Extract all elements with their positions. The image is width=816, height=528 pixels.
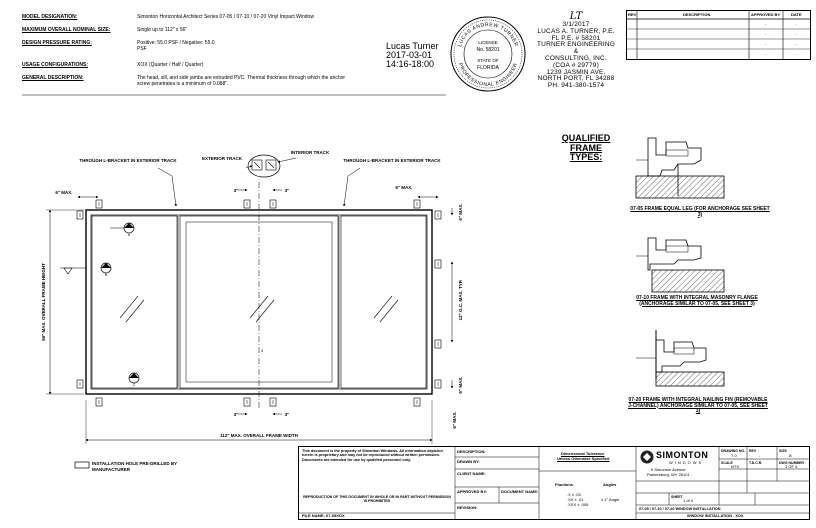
section-callout-left [60,268,86,274]
tb-field-label: T.D.C.R. [749,461,763,465]
dim-6max-right-bottom: 6" MAX. [458,376,463,394]
rev-cell: - [765,41,767,46]
header-value: XOX (Quarter / Half / Quarter) [137,62,204,68]
tb-tol-2: .XX ± .01 [567,497,584,502]
tb-footer: WINDOW INSTALLATION - XOX [687,514,744,518]
section-callout-c [129,373,139,383]
tb-client: CLIENT NAME: [457,471,486,476]
tb-dimensional: Dimensional Tolerance [561,451,605,456]
tb-tol-1: .X ± .03 [567,492,581,497]
clip-right-label: THROUGH L-BRACKET IN EXTERIOR TRACK [343,158,441,163]
panel-right [341,216,426,388]
engineer-line: TURNER ENGINEERING & [537,41,615,56]
engineer-line: 1239 JASMIN AVE. [546,68,606,76]
tb-approved-by: APPROVED BY: [457,489,488,494]
dim-12oc: 12" O.C. MAX. TYP. [458,279,463,321]
seal-ring-top: LUCAS ANDREW TURNER [457,21,519,48]
rev-header-approved: APPROVED BY [751,12,781,17]
section-callout-b [101,263,111,273]
callout-number: 3 [260,348,264,353]
tb-revision: REVISION: [457,505,478,510]
tb-field-value: NTS [731,464,739,469]
predrilled-hole-symbol [74,461,90,471]
seal-license-label: LICENSE [478,40,498,45]
tb-angles: Angles [603,482,617,487]
tb-document-name: DOCUMENT NAME: [501,489,539,494]
rev-cell: - [765,31,767,36]
engineer-line: PH. 941-380-1574 [547,82,605,90]
header-value: Simonton Horizontal Architect Series 07-05 / 07-10 / 07-20 Vinyl Impact Window [137,14,314,20]
overall-width-label: 112" MAX. OVERALL FRAME WIDTH [220,433,298,438]
tb-unless: Unless Otherwise Specified [557,456,610,461]
section-callout-a [110,223,134,233]
title-block [298,446,810,520]
seal-state-of: STATE OF [477,58,499,63]
frame-types-title-line: QUALIFIED [561,133,611,143]
tb-disclaimer: This document is the property of Simonton Windows. All information depicted herein is proprietary and may not be reproduced without written permission. Documents are intended for use by qualified personnel only. [302,449,443,462]
engineer-line: (COA # 29779) [553,61,599,69]
frame-types-title-line: TYPES: [569,152,603,162]
tb-tol-angle: ± 1° Angle [601,497,620,502]
tb-field-label: DWG NUMBER [779,461,804,465]
tb-field-label: SCALE [721,461,733,465]
frame-caption-0705: 07-05 FRAME EQUAL LEG (FOR ANCHORAGE SEE SHEET 3) [630,206,770,218]
tb-sheet-value: 1 of 4 [683,498,694,503]
rev-header-description: DESCRIPTION [683,12,711,17]
seal-state: FLORIDA [477,65,499,71]
rev-cell: - [795,31,797,36]
tb-field-label: REV [749,449,757,453]
simonton-logo-icon [640,450,654,464]
clip-left-label: THROUGH L-BRACKET IN EXTERIOR TRACK [79,158,177,163]
rev-header-date: DATE [791,12,802,17]
header-label: DESIGN PRESSURE RATING: [22,40,92,46]
tb-field-value: 1 OF 4 [785,464,798,469]
tb-address-2: Parkersburg, WV 26101 [647,472,690,477]
frame-caption-0720: 07-20 FRAME WITH INTEGRAL NAILING FIN (REMOVABLE J-CHANNEL) ANCHORAGE SIMILAR TO 07-05, SEE SHEET 3) [628,397,768,414]
dim-3-bottom-left: 3" [233,412,239,417]
tb-address-1: 5 Simonton Avenue [651,467,686,472]
callout-a-label: A [127,233,131,237]
engineer-line: 3/1/2017 [562,21,590,28]
dim-6max-bottom: 6" MAX. [452,411,457,429]
tb-tol-3: .XXX ± .005 [567,502,589,507]
engineer-line: FL P.E. # 58201 [551,34,601,42]
engineer-line: LUCAS A. TURNER, P.E. [537,27,615,35]
tb-fractions: Fractions [555,482,574,487]
panel-left [92,216,177,388]
tb-field-value: - [759,453,761,458]
tb-file-name: FILE NAME: 07-05XOX [302,513,345,518]
seal-license-no: No. 58201 [476,47,500,53]
tb-field-value: B [789,453,792,458]
rev-cell: - [765,51,767,56]
dim-3-top-right: 3" [284,188,290,193]
header-label: MAXIMUM OVERALL NOMINAL SIZE: [22,27,111,33]
signature-date: 2017-03-01 [386,50,433,60]
interior-track-label: INTERIOR TRACK [290,150,330,155]
dim-3-top-left: 3" [233,188,239,193]
header-label: USAGE CONFIGURATIONS: [22,62,89,68]
rev-cell: - [795,41,797,46]
rev-cell: - [765,21,767,26]
header-value: The head, sill, and side jambs are extruded PVC. Thermal thickness through which the anchor screw penetrates is a minimum of 0.088". [137,75,346,87]
overall-height-label: 56" MAX. OVERALL FRAME HEIGHT [41,263,46,341]
rev-cell: - [795,21,797,26]
engineer-line: CONSULTING, INC. [545,54,607,62]
tb-brand-sub: WINDOWS [669,460,704,465]
engineer-line: NORTH PORT, FL 34288 [537,75,615,83]
header-value: Positive: 55.0 PSF / Negative: 55.0 PSF [137,40,215,52]
tb-sheet-label: SHEET [671,495,683,499]
tb-disclaimer-note: REPRODUCTION OF THIS DOCUMENT IN WHOLE OR IN PART WITHOUT PERMISSION IS PROHIBITED [303,495,451,504]
callout-c-label: C [132,383,136,387]
dim-3-bottom-right: 3" [284,412,290,417]
header-label: GENERAL DESCRIPTION: [22,75,84,81]
tb-series-desc: 07-05 / 07-10 / 07-20 WINDOW INSTALLATION [639,507,721,511]
tb-field-label: DRAWING NO. [721,449,746,453]
seal-ring-bottom: PROFESSIONAL ENGINEER [456,62,520,89]
dim-6max-right-top: 6" MAX. [458,203,463,221]
tb-field-value: 7.0 [731,453,737,458]
legend-text: INSTALLATION HOLE PRE-DRILLED BY MANUFACTURER [92,461,177,472]
tb-description: DESCRIPTION: [457,449,486,454]
rev-cell: - [795,51,797,56]
tb-brand: SIMONTON [656,450,709,460]
signature-name: Lucas Turner [386,41,439,51]
tb-drawn-by: DRAWN BY: [457,459,480,464]
rev-header-rev: REV [628,12,637,17]
dim-6max-top-left: 6" MAX. [55,190,73,195]
tb-field-label: SIZE [779,449,787,453]
engineer-initials: LT [569,11,583,22]
frame-types-title-line: FRAME [570,142,602,153]
track-detail-ellipse [248,155,280,177]
signature-time: 14:16-18:00 [386,59,435,69]
dim-6max-top-right: 6" MAX. [395,185,413,190]
header-label: MODEL DESIGNATION: [22,14,78,20]
header-value: Single up to 112" x 56" [137,27,188,33]
callout-b-label: B [104,273,108,277]
frame-caption-0710: 07-10 FRAME WITH INTEGRAL MASONRY FLANGE (ANCHORAGE SIMILAR TO 07-05, SEE SHEET 3) [636,295,758,307]
exterior-track-label: EXTERIOR TRACK [201,156,243,161]
